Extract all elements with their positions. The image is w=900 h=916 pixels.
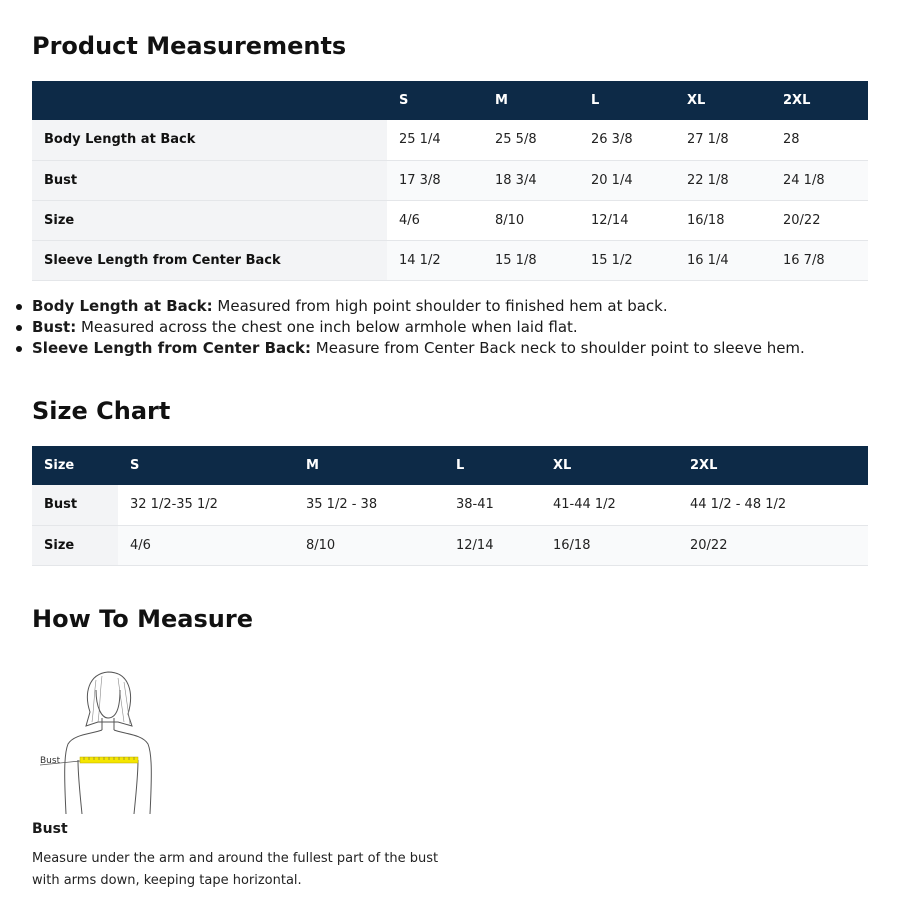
table-cell: 16 7/8 — [771, 240, 868, 280]
note-term: Body Length at Back: — [32, 297, 213, 315]
table-cell: 25 1/4 — [399, 132, 441, 148]
table-cell: 8/10 — [294, 525, 444, 565]
note-term: Bust: — [32, 318, 77, 336]
product-measurements-table — [32, 81, 868, 281]
table-cell: 41-44 1/2 — [553, 497, 616, 513]
column-header-l: L — [591, 93, 600, 108]
column-header — [32, 81, 387, 120]
table-cell: 14 1/2 — [387, 240, 483, 280]
column-header-xl: XL — [553, 458, 572, 473]
column-header-s: S — [130, 458, 140, 473]
table-cell: 16/18 — [541, 525, 678, 565]
table-cell: 26 3/8 — [591, 132, 633, 148]
table-row — [32, 485, 868, 525]
column-header-m: M — [306, 458, 319, 473]
measure-item-title: Bust — [32, 821, 68, 837]
column-header-s: S — [399, 93, 409, 108]
table-cell: 4/6 — [399, 212, 420, 228]
table-cell: 4/6 — [118, 525, 294, 565]
table-cell: 20 1/4 — [579, 160, 675, 200]
row-label: Sleeve Length from Center Back — [32, 240, 387, 280]
table-row — [32, 120, 868, 160]
row-label: Body Length at Back — [32, 120, 387, 160]
table-cell: 20/22 — [783, 212, 821, 228]
table-cell: 16/18 — [687, 212, 725, 228]
column-header-m: M — [495, 93, 508, 108]
table-header-row — [32, 446, 868, 485]
bust-measure-illustration — [32, 664, 182, 816]
size-chart-table — [32, 446, 868, 566]
table-cell: 15 1/8 — [483, 240, 579, 280]
note-text: Measure from Center Back neck to shoulder point to sleeve hem. — [311, 339, 805, 357]
table-cell: 17 3/8 — [387, 160, 483, 200]
list-item — [32, 317, 805, 338]
table-cell: 18 3/4 — [483, 160, 579, 200]
product-measurements-title: Product Measurements — [32, 32, 347, 60]
row-label: Size — [32, 525, 118, 565]
note-text: Measured across the chest one inch below armhole when laid flat. — [76, 318, 578, 336]
column-header-2xl: 2XL — [690, 458, 718, 473]
table-cell: 38-41 — [456, 497, 494, 513]
table-header-row — [32, 81, 868, 120]
table-cell: 20/22 — [678, 525, 868, 565]
table-cell: 12/14 — [444, 525, 541, 565]
table-cell: 22 1/8 — [675, 160, 771, 200]
column-header-xl: XL — [687, 93, 706, 108]
table-row — [32, 160, 868, 200]
table-cell: 27 1/8 — [687, 132, 729, 148]
table-row — [32, 240, 868, 280]
size-chart-title: Size Chart — [32, 397, 171, 425]
table-cell: 28 — [783, 132, 800, 148]
column-header-size: Size — [44, 458, 75, 473]
note-text: Measured from high point shoulder to finished hem at back. — [212, 297, 668, 315]
table-cell: 12/14 — [591, 212, 629, 228]
row-label: Size — [32, 200, 387, 240]
figure-bust-label: Bust — [40, 756, 61, 766]
how-to-measure-title: How To Measure — [32, 605, 253, 633]
row-label: Bust — [32, 485, 118, 525]
table-cell: 16 1/4 — [675, 240, 771, 280]
table-cell: 44 1/2 - 48 1/2 — [690, 497, 787, 513]
woman-figure-icon — [32, 664, 182, 816]
table-cell: 24 1/8 — [771, 160, 868, 200]
row-label: Bust — [32, 160, 387, 200]
list-item — [32, 296, 805, 317]
measurement-notes-list — [32, 296, 805, 359]
table-cell: 15 1/2 — [579, 240, 675, 280]
note-term: Sleeve Length from Center Back: — [32, 339, 312, 357]
table-cell: 35 1/2 - 38 — [306, 497, 378, 513]
table-row — [32, 525, 868, 565]
measure-item-description: Measure under the arm and around the fullest part of the bust with arms down, keeping tape horizontal. — [32, 851, 439, 888]
column-header-2xl: 2XL — [783, 93, 811, 108]
table-row — [32, 200, 868, 240]
table-cell: 8/10 — [495, 212, 525, 228]
column-header-l: L — [456, 458, 465, 473]
list-item — [32, 338, 805, 359]
table-cell: 25 5/8 — [495, 132, 537, 148]
table-cell: 32 1/2-35 1/2 — [130, 497, 218, 513]
